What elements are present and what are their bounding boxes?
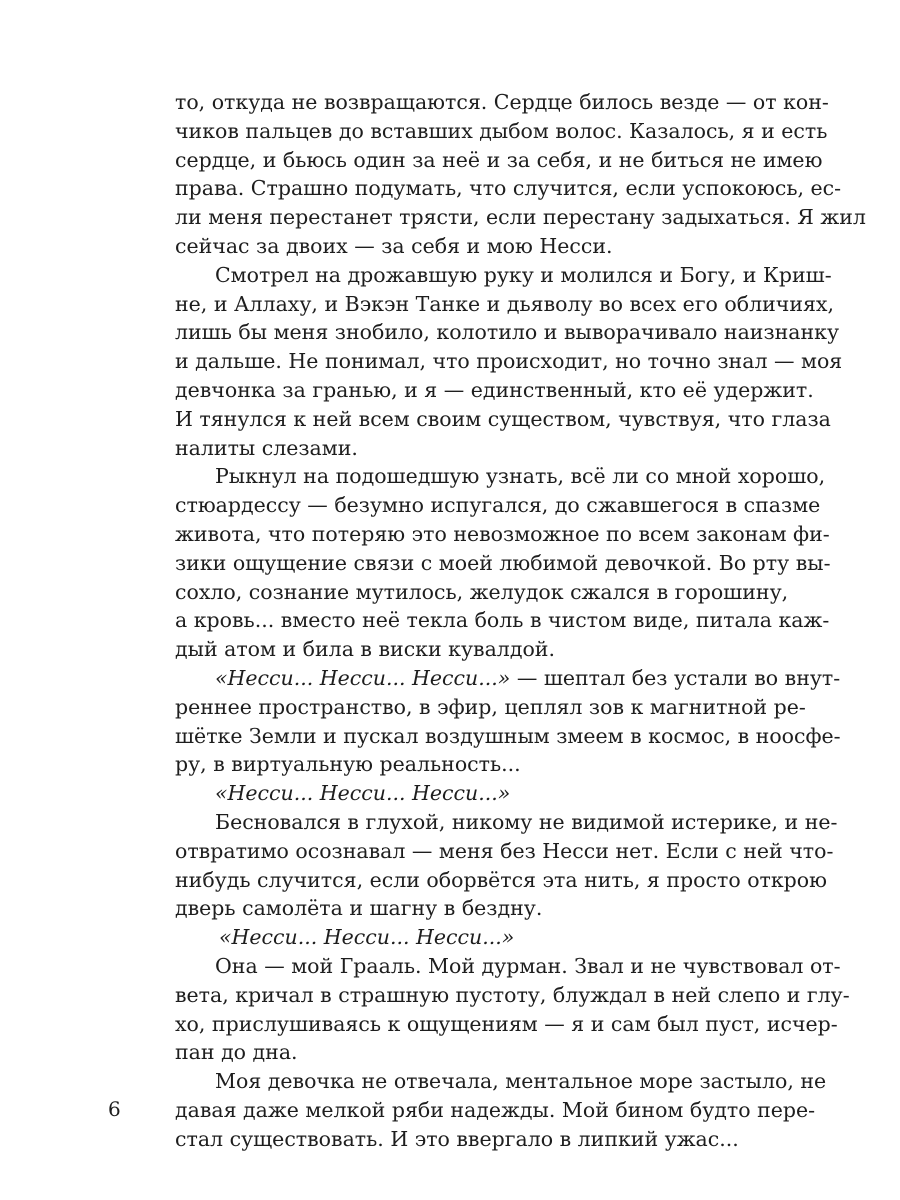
text-line: И тянулся к ней всем своим существом, чувствуя, что глаза	[175, 406, 831, 431]
text-line: шётке Земли и пускал воздушным змеем в космос, в ноосфе-	[175, 723, 841, 748]
text-line: не, и Аллаху, и Вэкэн Танке и дьяволу во всех его обличиях,	[175, 291, 835, 316]
text-line: хо, прислушиваясь к ощущениям — я и сам был пуст, исчер-	[175, 1011, 838, 1036]
text-line: Она — мой Грааль. Мой дурман. Звал и не чувствовал от-	[215, 953, 841, 978]
text-line: нибудь случится, если оборвётся эта нить, я просто открою	[175, 867, 827, 892]
text-line: зики ощущение связи с моей любимой девочкой. Во рту вы-	[175, 550, 831, 575]
text-line	[175, 664, 841, 693]
text-line: сохло, сознание мутилось, желудок сжался в горошину,	[175, 579, 789, 604]
text-line: «Несси... Несси... Несси...»	[215, 781, 511, 806]
text-line: вета, кричал в страшную пустоту, блуждал в ней слепо и глу-	[175, 982, 850, 1007]
text-line: чиков пальцев до вставших дыбом волос. Казалось, я и есть	[175, 118, 828, 143]
text-line: пан до дна.	[175, 1040, 298, 1065]
text-line: стал существовать. И это ввергало в липкий ужас...	[175, 1126, 739, 1151]
text-line: лишь бы меня знобило, колотило и выворачивало наизнанку	[175, 320, 840, 345]
page-text	[175, 88, 866, 1153]
line-rest: — шептал без устали во внут-	[510, 665, 841, 690]
text-line: стюардессу — безумно испугался, до сжавшегося в спазме	[175, 493, 821, 518]
text-line: давая даже мелкой ряби надежды. Мой бином будто пере-	[175, 1097, 816, 1122]
text-line: дый атом и била в виски кувалдой.	[175, 637, 555, 662]
text-line: отвратимо осознавал — меня без Несси нет. Если с ней что-	[175, 838, 834, 863]
text-line: ру, в виртуальную реальность...	[175, 752, 521, 777]
text-line: то, откуда не возвращаются. Сердце билось везде — от кон-	[175, 90, 829, 114]
text-line: сейчас за двоих — за себя и мою Несси.	[175, 233, 613, 258]
text-line: дверь самолёта и шагну в бездну.	[175, 896, 543, 921]
text-line: реннее пространство, в эфир, цеплял зов к магнитной ре-	[175, 694, 806, 719]
text-line: «Несси... Несси... Несси...»	[219, 925, 515, 950]
text-line: ли меня перестанет трясти, если перестану задыхаться. Я жил	[175, 205, 866, 230]
italic-quote: «Несси... Несси... Несси...»	[215, 665, 511, 690]
text-line: сердце, и бьюсь один за неё и за себя, и не биться не имею	[175, 147, 823, 172]
text-line: живота, что потеряю это невозможное по всем законам фи-	[175, 521, 830, 546]
text-line: Бесновался в глухой, никому не видимой истерике, и не-	[215, 809, 838, 834]
text-line: девчонка за гранью, и я — единственный, кто её удержит.	[175, 377, 814, 402]
text-line: Рыкнул на подошедшую узнать, всё ли со мной хорошо,	[215, 464, 826, 489]
page-number: 6	[108, 1097, 121, 1121]
text-line: налиты слезами.	[175, 435, 358, 460]
text-line: а кровь... вместо неё текла боль в чистом виде, питала каж-	[175, 608, 830, 633]
text-line: Смотрел на дрожавшую руку и молился и Богу, и Криш-	[215, 262, 832, 287]
text-line: права. Страшно подумать, что случится, если успокоюсь, ес-	[175, 176, 842, 201]
text-line: Моя девочка не отвечала, ментальное море застыло, не	[215, 1069, 827, 1094]
text-line: и дальше. Не понимал, что происходит, но точно знал — моя	[175, 349, 843, 374]
